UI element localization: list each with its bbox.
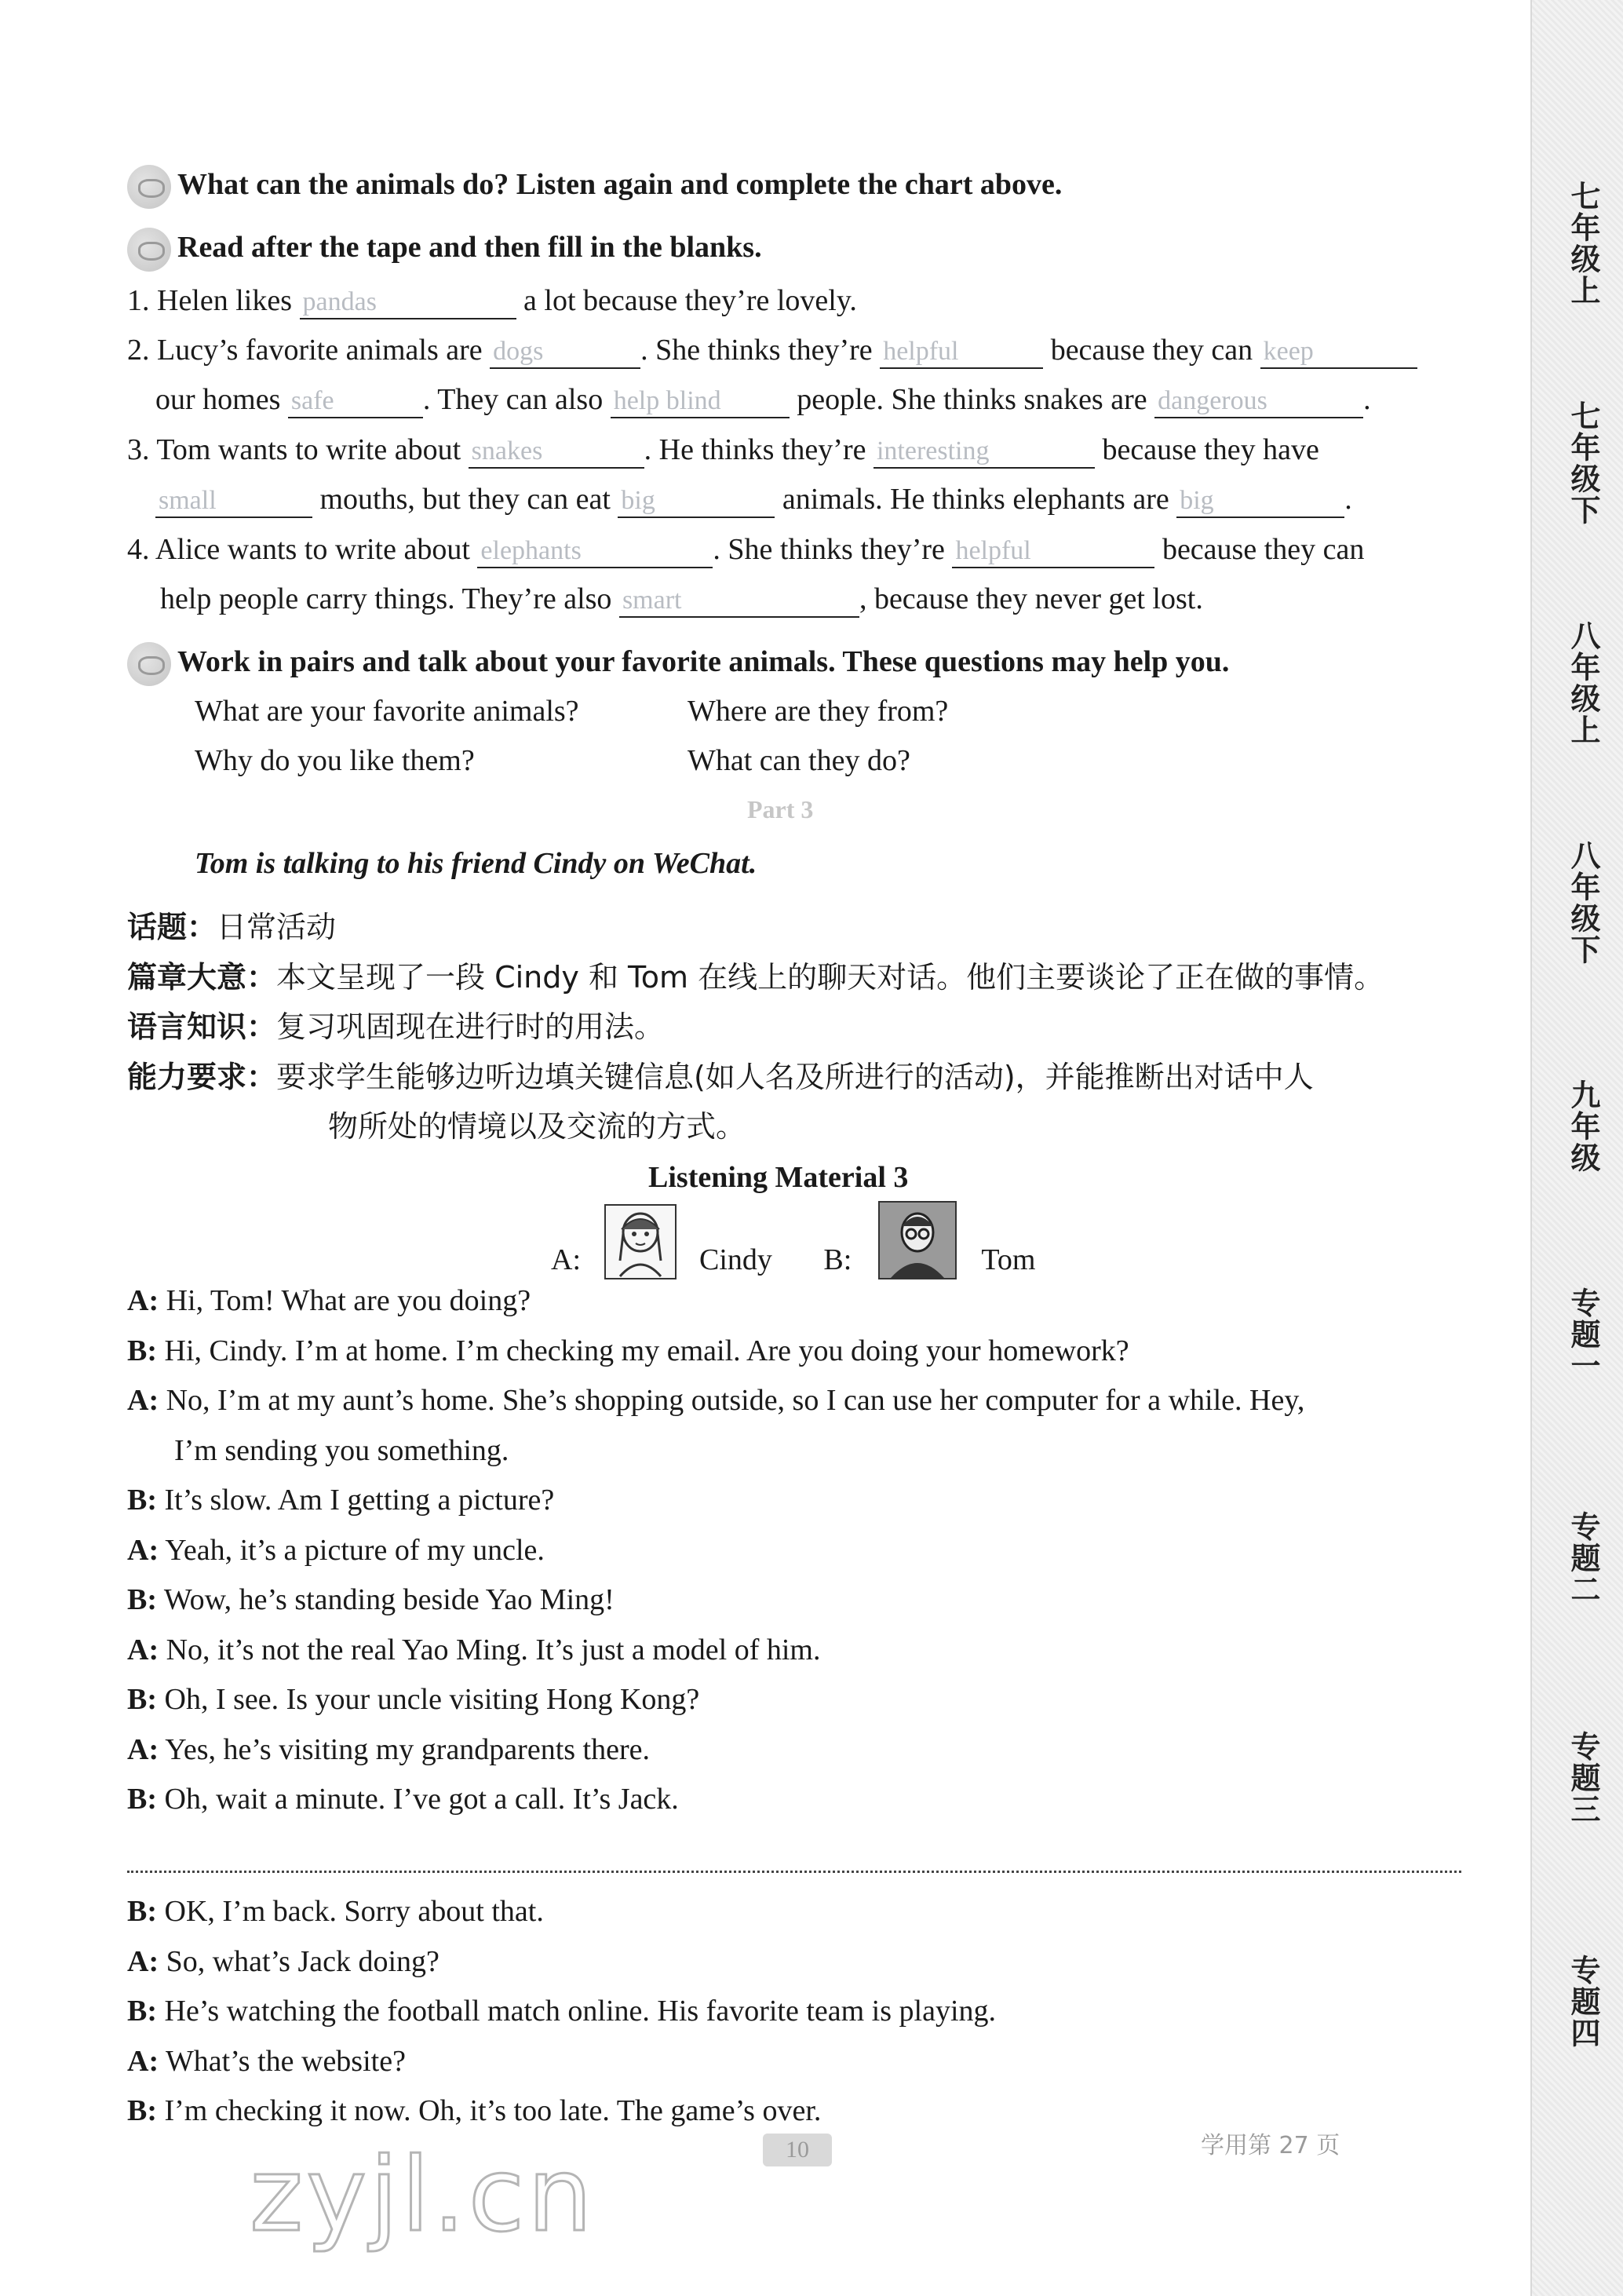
blank-answer[interactable]: big bbox=[618, 485, 775, 518]
speakers-row bbox=[551, 1201, 1035, 1279]
dialogue-line: B: Oh, wait a minute. I’ve got a call. It’s Jack. bbox=[127, 1783, 679, 1816]
tab-grade8-first[interactable]: 八年级上 bbox=[1566, 620, 1600, 746]
dialogue-line: A: Yes, he’s visiting my grandparents there. bbox=[127, 1733, 650, 1766]
blank-answer[interactable]: helpful bbox=[880, 336, 1043, 369]
fill-sentence-3-cont: small mouths, but they can eat big animals. He thinks elephants are big . bbox=[155, 480, 1352, 519]
dialogue-line: I’m sending you something. bbox=[174, 1434, 509, 1467]
read-icon bbox=[127, 228, 171, 272]
blank-answer[interactable]: elephants bbox=[477, 535, 713, 568]
listening-intro: Tom is talking to his friend Cindy on WeChat. bbox=[195, 847, 757, 880]
speaker-b-label: B: bbox=[823, 1243, 852, 1276]
blank-answer[interactable]: small bbox=[155, 485, 312, 518]
tab-topic-4[interactable]: 专题四 bbox=[1566, 1955, 1600, 2049]
tab-grade7-first[interactable]: 七年级上 bbox=[1566, 181, 1600, 306]
footer-page-ref: 学用第 27 页 bbox=[1201, 2132, 1340, 2159]
dialogue-line: B: OK, I’m back. Sorry about that. bbox=[127, 1895, 544, 1928]
exercise-1-instruction: What can the animals do? Listen again and complete the chart above. bbox=[127, 165, 1062, 209]
ability-line: 能力要求：要求学生能够边听边填关键信息(如人名及所进行的活动)，并能推断出对话中人 bbox=[127, 1060, 1314, 1094]
dialogue-line: B: He’s watching the football match online. His favorite team is playing. bbox=[127, 1995, 997, 2028]
blank-answer[interactable]: big bbox=[1176, 485, 1344, 518]
exercise-3-instruction: Work in pairs and talk about your favorite animals. These questions may help you. bbox=[127, 642, 1229, 686]
dialogue-line: B: Hi, Cindy. I’m at home. I’m checking my email. Are you doing your homework? bbox=[127, 1334, 1129, 1367]
dialogue-line: B: Oh, I see. Is your uncle visiting Hong Kong? bbox=[127, 1683, 700, 1716]
material-title: Listening Material 3 bbox=[648, 1161, 909, 1194]
pair-work-icon bbox=[127, 642, 171, 686]
dialogue-line: A: No, it’s not the real Yao Ming. It’s just a model of him. bbox=[127, 1633, 821, 1666]
site-watermark: zyjl.cn bbox=[250, 2135, 596, 2254]
tab-topic-3[interactable]: 专题三 bbox=[1566, 1731, 1600, 1825]
question-2: Where are they from? bbox=[687, 695, 949, 728]
dialogue-line: B: It’s slow. Am I getting a picture? bbox=[127, 1484, 555, 1517]
blank-answer[interactable]: help blind bbox=[611, 385, 790, 418]
fill-sentence-3: 3. Tom wants to write about snakes . He thinks they’re interesting because they have bbox=[127, 430, 1319, 469]
speaker-a-name: Cindy bbox=[699, 1243, 772, 1276]
blank-answer[interactable]: keep bbox=[1260, 336, 1417, 369]
question-3: Why do you like them? bbox=[195, 744, 475, 777]
tom-avatar bbox=[878, 1201, 957, 1279]
summary-line: 篇章大意：本文呈现了一段 Cindy 和 Tom 在线上的聊天对话。他们主要谈论了正在做的事情。 bbox=[127, 960, 1384, 995]
language-line: 语言知识：复习巩固现在进行时的用法。 bbox=[127, 1009, 665, 1044]
speaker-a-label: A: bbox=[551, 1243, 581, 1276]
tab-topic-2[interactable]: 专题二 bbox=[1566, 1511, 1600, 1605]
speaker-b-name: Tom bbox=[981, 1243, 1036, 1276]
fill-sentence-2-cont: our homes safe . They can also help blind people. She thinks snakes are dangerous . bbox=[155, 380, 1371, 419]
question-4: What can they do? bbox=[687, 744, 910, 777]
blank-answer[interactable]: helpful bbox=[952, 535, 1154, 568]
ability-line-cont: 物所处的情境以及交流的方式。 bbox=[328, 1109, 746, 1144]
fill-sentence-4-cont: help people carry things. They’re also smart , because they never get lost. bbox=[160, 579, 1203, 619]
tab-topic-1[interactable]: 专题一 bbox=[1566, 1287, 1600, 1382]
blank-answer[interactable]: snakes bbox=[469, 436, 644, 469]
fill-sentence-4: 4. Alice wants to write about elephants . She thinks they’re helpful because they can bbox=[127, 530, 1364, 569]
dialogue-line: A: So, what’s Jack doing? bbox=[127, 1945, 439, 1978]
part-label: Part 3 bbox=[747, 795, 814, 823]
blank-answer[interactable]: dogs bbox=[490, 336, 640, 369]
dialogue-line: A: What’s the website? bbox=[127, 2045, 406, 2078]
blank-answer[interactable]: smart bbox=[619, 585, 859, 618]
section-divider bbox=[127, 1871, 1461, 1873]
blank-answer[interactable]: dangerous bbox=[1154, 385, 1363, 418]
question-1: What are your favorite animals? bbox=[195, 695, 579, 728]
tab-grade7-second[interactable]: 七年级下 bbox=[1566, 400, 1600, 526]
cindy-avatar bbox=[604, 1204, 677, 1279]
blank-answer[interactable]: pandas bbox=[300, 287, 516, 319]
page-number: 10 bbox=[763, 2134, 832, 2166]
tab-grade8-second[interactable]: 八年级下 bbox=[1566, 840, 1600, 965]
dialogue-line: A: Yeah, it’s a picture of my uncle. bbox=[127, 1534, 545, 1567]
dialogue-line: B: Wow, he’s standing beside Yao Ming! bbox=[127, 1583, 615, 1616]
exercise-2-instruction: Read after the tape and then fill in the blanks. bbox=[127, 228, 762, 272]
dialogue-line: A: No, I’m at my aunt’s home. She’s shopping outside, so I can use her computer for a while. Hey, bbox=[127, 1384, 1305, 1417]
blank-answer[interactable]: safe bbox=[288, 385, 423, 418]
tab-grade9[interactable]: 九年级 bbox=[1566, 1079, 1600, 1174]
blank-answer[interactable]: interesting bbox=[874, 436, 1095, 469]
fill-sentence-2: 2. Lucy’s favorite animals are dogs . She thinks they’re helpful because they can keep bbox=[127, 330, 1417, 370]
dialogue-line: B: I’m checking it now. Oh, it’s too late. The game’s over. bbox=[127, 2094, 822, 2127]
listen-icon bbox=[127, 165, 171, 209]
dialogue-line: A: Hi, Tom! What are you doing? bbox=[127, 1284, 531, 1317]
fill-sentence-1: 1. Helen likes pandas a lot because they’re lovely. bbox=[127, 281, 857, 320]
topic-line: 话题：日常活动 bbox=[127, 910, 337, 944]
